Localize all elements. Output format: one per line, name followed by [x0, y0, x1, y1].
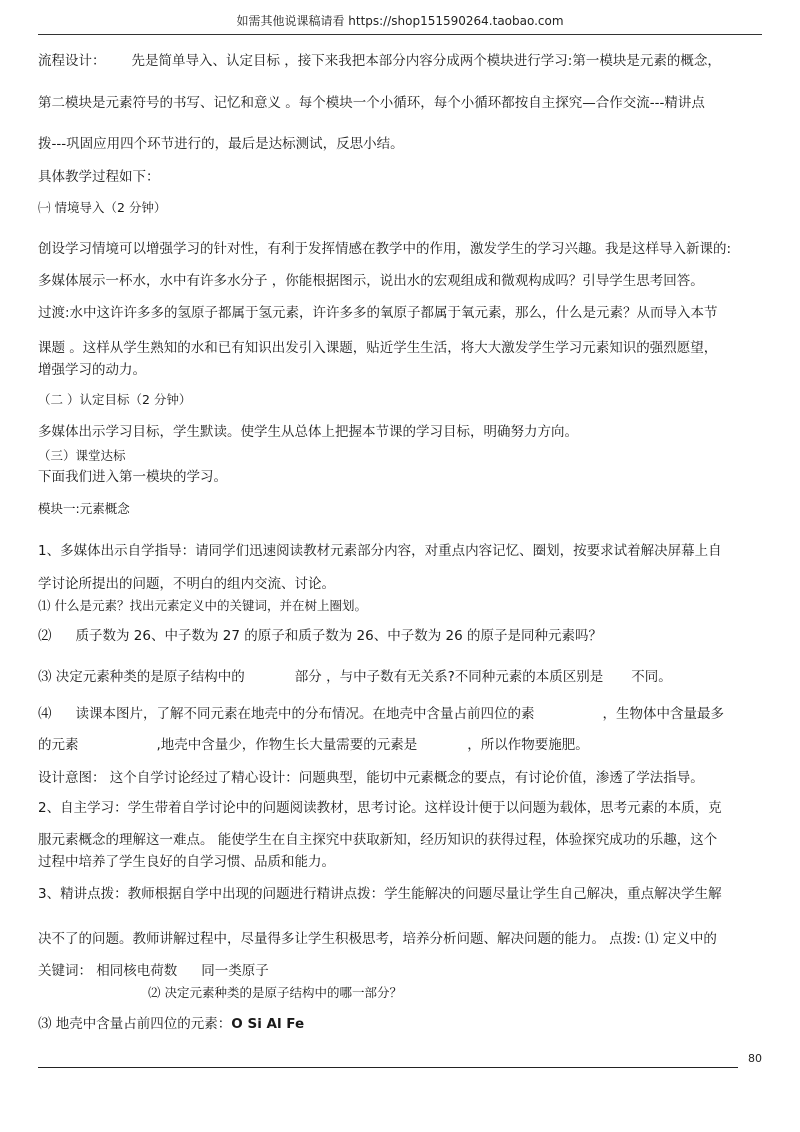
text-segment: （二 ）认定目标（2 分钟）	[38, 392, 192, 407]
section-heading	[38, 447, 126, 465]
text-segment: 不同。	[631, 669, 672, 685]
text-line	[38, 853, 335, 871]
text-segment: 多媒体出示学习目标，学生默读。使学生从总体上把握本节课的学习目标，明确努力方向。	[38, 424, 578, 440]
text-segment: 课题 。这样从学生熟知的水和已有知识出发引入课题，贴近学生生活，将大大激发学生学习元素知识的强烈愿望，	[38, 340, 718, 356]
text-segment: 创设学习情境可以增强学习的针对性，有利于发挥情感在教学中的作用，激发学生的学习兴趣。我是这样导入新课的:	[38, 241, 732, 257]
text-segment: 的元素	[38, 737, 79, 753]
footer-divider	[38, 1067, 738, 1068]
text-segment: 关键词： 相同核电荷数	[38, 963, 178, 979]
text-segment: （三）课堂达标	[38, 448, 126, 463]
text-segment: ⑴ 什么是元素？找出元素定义中的关键词，并在树上圈划。	[38, 598, 367, 613]
text-line	[38, 304, 718, 322]
section-heading	[38, 391, 191, 409]
element-symbols: O Si Al Fe	[231, 1016, 305, 1032]
text-segment: ,地壳中含量少，作物生长大量需要的元素是	[156, 737, 418, 753]
page-header: 如需其他说课稿请看 https://shop151590264.taobao.com	[236, 14, 564, 28]
question-4	[38, 705, 724, 723]
text-line	[38, 575, 335, 593]
text-line	[38, 361, 146, 379]
text-segment: 读课本图片，了解不同元素在地壳中的分布情况。在地壳中含量占前四位的素	[75, 706, 535, 722]
text-segment: 模块一:元素概念	[38, 501, 130, 516]
text-segment: 部分 ，与中子数有无关系?不同种元素的本质区别是	[294, 669, 604, 685]
question-1	[38, 597, 367, 615]
text-line	[38, 542, 722, 560]
text-segment: 增强学习的动力。	[38, 362, 146, 378]
text-segment: ，所以作物要施肥。	[467, 737, 589, 753]
text-segment: 2、自主学习：学生带着自学讨论中的问题阅读教材，思考讨论。这样设计便于以问题为载体，思考元素的本质，克	[38, 800, 722, 816]
text-line	[38, 799, 722, 817]
page-number: 80	[748, 1052, 762, 1065]
section-heading	[38, 199, 166, 217]
text-line	[38, 831, 717, 849]
text-line	[38, 168, 160, 186]
text-line	[148, 984, 402, 1002]
text-segment: 第二模块是元素符号的书写、记忆和意义 。每个模块一个小循环，每个小循环都按自主探究—合作交流---精讲点	[38, 95, 705, 111]
text-segment: ⑷	[38, 706, 52, 722]
text-line	[38, 240, 731, 258]
module-heading	[38, 500, 130, 518]
text-segment: 过程中培养了学生良好的自学习惯、品质和能力。	[38, 854, 335, 870]
text-segment: ⑵ 决定元素种类的是原子结构中的哪一部分？	[148, 985, 402, 1000]
text-segment: 1、多媒体出示自学指导：请同学们迅速阅读教材元素部分内容，对重点内容记忆、圈划，按要求试着解决屏幕上自	[38, 543, 722, 559]
text-segment: 服元素概念的理解这一难点。 能使学生在自主探究中获取新知，经历知识的获得过程，体验探究成功的乐趣，这个	[38, 832, 718, 848]
question-2	[38, 627, 602, 645]
text-line	[38, 769, 704, 787]
text-segment: 3、精讲点拨：教师根据自学中出现的问题进行精讲点拨：学生能解决的问题尽量让学生自己解决，重点解决学生解	[38, 886, 722, 902]
text-line	[38, 885, 722, 903]
text-segment: 流程设计：	[38, 53, 106, 69]
text-segment: 学讨论所提出的问题，不明白的组内交流、讨论。	[38, 576, 335, 592]
text-line	[38, 962, 269, 980]
text-line	[38, 930, 717, 948]
text-segment: 同一类原子	[201, 963, 269, 979]
text-segment: 先是简单导入、认定目标 ，接下来我把本部分内容分成两个模块进行学习:第一模块是元素的概念，	[131, 53, 721, 69]
question-3	[38, 668, 672, 686]
text-line	[38, 468, 227, 486]
text-line	[38, 423, 578, 441]
text-line	[38, 736, 589, 754]
text-line	[38, 94, 705, 112]
text-segment: 过渡:水中这许许多多的氢原子都属于氢元素，许许多多的氧原子都属于氧元素，那么，什么是元素？从而导入本节	[38, 305, 718, 321]
text-line	[38, 339, 717, 357]
text-segment: 拨---巩固应用四个环节进行的，最后是达标测试，反思小结。	[38, 136, 404, 152]
text-segment: 具体教学过程如下：	[38, 169, 160, 185]
text-line	[38, 272, 704, 290]
text-line	[38, 52, 721, 70]
text-segment: ⑶ 地壳中含量占前四位的元素：	[38, 1016, 232, 1032]
header-divider	[38, 34, 762, 35]
text-line	[38, 135, 404, 153]
text-segment: ⑶ 决定元素种类的是原子结构中的	[38, 669, 245, 685]
text-segment: 设计意图： 这个自学讨论经过了精心设计：问题典型，能切中元素概念的要点，有讨论价值，渗透了学法指导。	[38, 770, 704, 786]
text-segment: 下面我们进入第一模块的学习。	[38, 469, 227, 485]
text-segment: ⑵	[38, 628, 52, 644]
text-segment: 质子数为 26、中子数为 27 的原子和质子数为 26、中子数为 26 的原子是同种元素吗？	[75, 628, 602, 644]
text-segment: ，生物体中含量最多	[602, 706, 724, 722]
text-segment: 多媒体展示一杯水，水中有许多水分子 ，你能根据图示，说出水的宏观组成和微观构成吗？引导学生思考回答。	[38, 273, 704, 289]
text-segment: ㈠ 情境导入（2 分钟）	[38, 200, 167, 215]
text-segment: 决不了的问题。教师讲解过程中，尽量得多让学生积极思考，培养分析问题、解决问题的能力。 点拨: ⑴ 定义中的	[38, 931, 717, 947]
text-line	[38, 1015, 304, 1033]
